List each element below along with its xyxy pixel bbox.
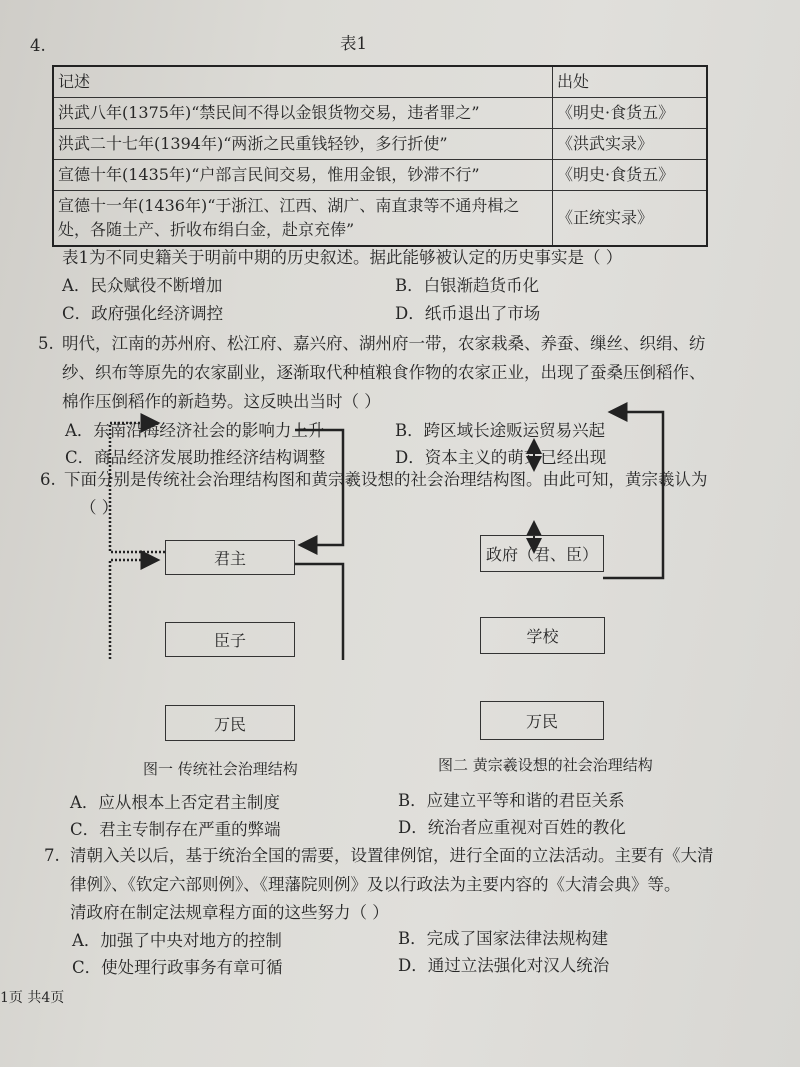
fig2-box-government: 政府（君、臣） [480, 535, 604, 572]
question-5-line: 纱、织布等原先的农家副业，逐渐取代种植粮食作物的农家正业，出现了蚕桑压倒稻作、 [62, 363, 706, 382]
option-c[interactable]: C．商品经济发展助推经济结构调整 [65, 448, 326, 467]
option-b[interactable]: B．白银渐趋货币化 [395, 276, 540, 295]
question-5-line: 棉作压倒稻作的新趋势。这反映出当时（ ） [62, 392, 381, 411]
header-record: 记述 [53, 66, 553, 98]
fig1-caption: 图一 传统社会治理结构 [143, 760, 298, 778]
option-a[interactable]: A．民众赋役不断增加 [62, 276, 223, 295]
option-a[interactable]: A．东南沿海经济社会的影响力上升 [65, 421, 325, 440]
question-7-line: 清政府在制定法规章程方面的这些努力（ ） [70, 903, 389, 922]
question-6-number: 6. [40, 470, 56, 489]
option-b[interactable]: B．应建立平等和谐的君臣关系 [398, 791, 625, 810]
fig1-box-ministers: 臣子 [165, 622, 295, 657]
question-7-line: 律例》、《钦定六部则例》、《理藩院则例》及以行政法为主要内容的《大清会典》等。 [70, 875, 681, 894]
option-d[interactable]: D．统治者应重视对百姓的教化 [398, 818, 626, 837]
source-cell: 《明史·食货五》 [553, 98, 708, 129]
question-4-stem: 表1为不同史籍关于明前中期的历史叙述。据此能够被认定的历史事实是（ ） [62, 248, 623, 267]
question-6-line: 下面分别是传统社会治理结构图和黄宗羲设想的社会治理结构图。由此可知，黄宗羲认为 [64, 470, 708, 489]
option-c[interactable]: C．政府强化经济调控 [62, 304, 224, 323]
record-cell: 宣德十一年(1436年)“于浙江、江西、湖广、南直隶等不通舟楫之处，各随土产、折收布绢白金，赴京充俸” [53, 191, 553, 247]
table-title: 表1 [340, 34, 367, 53]
option-d[interactable]: D．资本主义的萌芽已经出现 [395, 448, 607, 467]
option-b[interactable]: B．跨区域长途贩运贸易兴起 [395, 421, 606, 440]
fig1-dotted-arrows [110, 423, 165, 660]
option-d[interactable]: D．纸币退出了市场 [395, 304, 541, 323]
option-c[interactable]: C．使处理行政事务有章可循 [72, 958, 283, 977]
option-d[interactable]: D．通过立法强化对汉人统治 [398, 956, 610, 975]
question-7-number: 7. [44, 846, 60, 865]
record-cell: 洪武二十七年(1394年)“两浙之民重钱轻钞，多行折使” [53, 129, 553, 160]
question-5-line: 明代，江南的苏州府、松江府、嘉兴府、湖州府一带，农家栽桑、养蚕、缫丝、织绢、纺 [62, 334, 706, 353]
option-c[interactable]: C．君主专制存在严重的弊端 [70, 820, 281, 839]
source-cell: 《明史·食货五》 [553, 160, 708, 191]
fig1-box-monarch: 君主 [165, 540, 295, 575]
option-a[interactable]: A．加强了中央对地方的控制 [72, 931, 282, 950]
question-4-number: 4. [30, 36, 46, 55]
fig2-box-people: 万民 [480, 701, 604, 740]
record-cell: 洪武八年(1375年)“禁民间不得以金银货物交易，违者罪之” [53, 98, 553, 129]
option-b[interactable]: B．完成了国家法律法规构建 [398, 929, 609, 948]
page-footer: 1页 共4页 [0, 990, 65, 1006]
fig2-caption: 图二 黄宗羲设想的社会治理结构 [438, 756, 653, 774]
option-a[interactable]: A．应从根本上否定君主制度 [70, 793, 280, 812]
record-cell: 宣德十年(1435年)“户部言民间交易，惟用金银，钞滞不行” [53, 160, 553, 191]
header-source: 出处 [553, 66, 708, 98]
source-cell: 《正统实录》 [553, 191, 708, 247]
fig1-box-people: 万民 [165, 705, 295, 741]
fig2-box-school: 学校 [480, 617, 605, 654]
question-6-line: （ ） [80, 498, 119, 517]
fig1-solid-arrows [295, 430, 343, 660]
source-cell: 《洪武实录》 [553, 129, 708, 160]
question-7-line: 清朝入关以后，基于统治全国的需要，设置律例馆，进行全面的立法活动。主要有《大清 [70, 846, 714, 865]
question-5-number: 5. [38, 334, 54, 353]
